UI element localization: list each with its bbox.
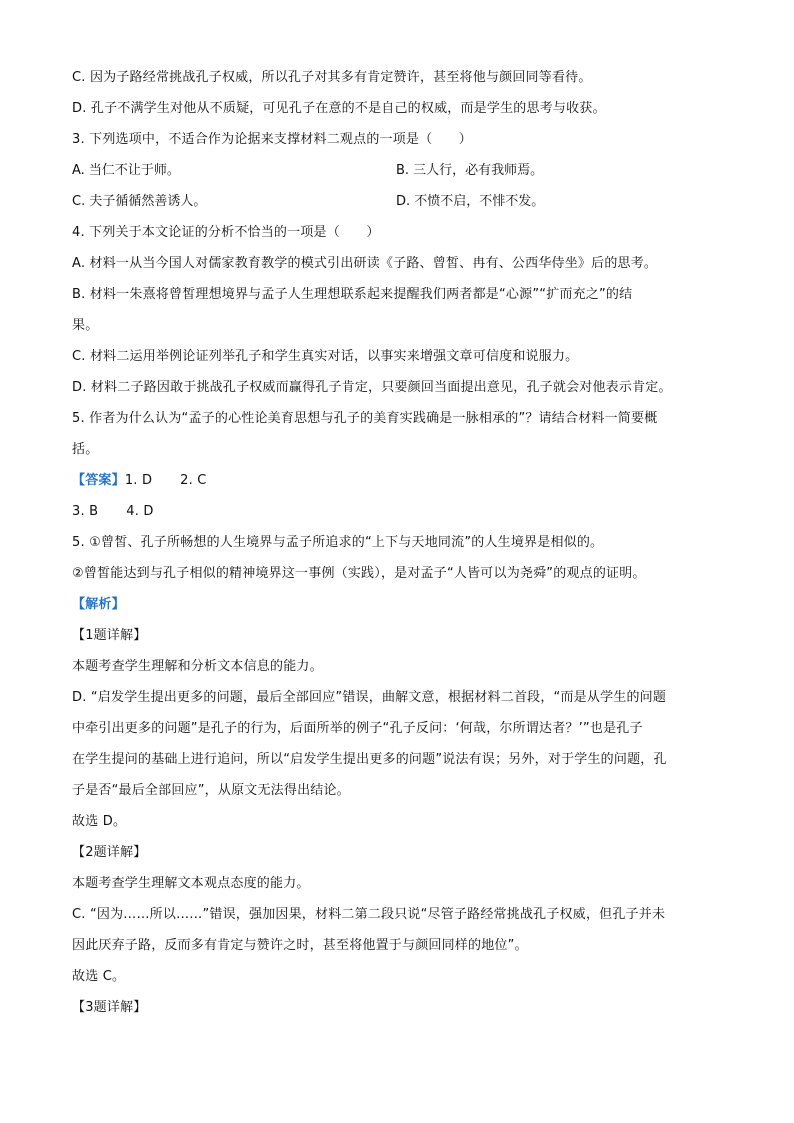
q1-detail-line-2: 中牵引出更多的问题”是孔子的行为，后面所举的例子“孔子反问：‘何哉，尔所谓达者？’”也是孔子 bbox=[72, 721, 643, 736]
q2-choice: 故选 C。 bbox=[72, 969, 126, 984]
q2-detail-intro: 本题考查学生理解文本观点态度的能力。 bbox=[72, 876, 310, 891]
answer-1: 1. D bbox=[124, 473, 153, 488]
q2-detail-line-1: C. “因为……所以……”错误，强加因果，材料二第二段只说“尽管子路经常挑战孔子权威，但孔子并未 bbox=[72, 907, 666, 922]
answer-line-1 bbox=[72, 465, 732, 496]
answer-5-line-2: ②曾皙能达到与孔子相似的精神境界这一事例（实践），是对孟子“人皆可以为尧舜”的观点的证明。 bbox=[72, 566, 646, 581]
q3-option-b: B. 三人行，必有我师焉。 bbox=[396, 163, 544, 178]
answer-line-2 bbox=[72, 496, 732, 527]
q5-stem-line-2: 括。 bbox=[72, 442, 99, 457]
q1-detail-intro: 本题考查学生理解和分析文本信息的能力。 bbox=[72, 659, 323, 674]
q1-detail-line-3: 在学生提问的基础上进行追问，所以“启发学生提出更多的问题”说法有误；另外，对于学生的问题，孔 bbox=[72, 752, 667, 767]
analysis-label: 【解析】 bbox=[72, 597, 125, 612]
q4-option-b-line-2: 果。 bbox=[72, 318, 99, 333]
q3-stem: 3. 下列选项中，不适合作为论据来支撑材料二观点的一项是（ ） bbox=[72, 132, 472, 147]
q4-option-d: D. 材料二子路因敢于挑战孔子权威而赢得孔子肯定，只要颜回当面提出意见，孔子就会对他表示肯定。 bbox=[72, 380, 672, 395]
q5-stem-line-1: 5. 作者为什么认为“孟子的心性论美育思想与孔子的美育实践确是一脉相承的”？请结合材料一简要概 bbox=[72, 411, 658, 426]
q2-detail-title: 【2题详解】 bbox=[72, 845, 147, 860]
q1-detail-line-1: D. “启发学生提出更多的问题，最后全部回应”错误，曲解文意，根据材料二首段，“而是从学生的问题 bbox=[72, 690, 667, 705]
q4-option-b-line-1: B. 材料一朱熹将曾皙理想境界与孟子人生理想联系起来提醒我们两者都是“心源”“扩而充之”的结 bbox=[72, 287, 633, 302]
q3-option-d: D. 不愤不启，不悱不发。 bbox=[396, 194, 545, 209]
answer-label: 【答案】 bbox=[72, 473, 125, 488]
answer-2: 2. C bbox=[180, 473, 207, 488]
q3-option-a: A. 当仁不让于师。 bbox=[72, 163, 180, 178]
q4-option-a: A. 材料一从当今国人对儒家教育教学的模式引出研读《子路、曾皙、冉有、公西华侍坐》后的思考。 bbox=[72, 256, 658, 271]
q4-stem: 4. 下列关于本文论证的分析不恰当的一项是（ ） bbox=[72, 225, 380, 240]
q1-choice: 故选 D。 bbox=[72, 814, 127, 829]
answer-5-line-1: 5. ①曾皙、孔子所畅想的人生境界与孟子所追求的“上下与天地同流”的人生境界是相似的。 bbox=[72, 535, 604, 550]
q3-options-row-1 bbox=[72, 155, 732, 186]
q3-detail-title: 【3题详解】 bbox=[72, 1000, 147, 1015]
q3-option-c: C. 夫子循循然善诱人。 bbox=[72, 194, 207, 209]
q2-detail-line-2: 因此厌弃子路，反而多有肯定与赞许之时，甚至将他置于与颜回同样的地位”。 bbox=[72, 938, 528, 953]
document-page bbox=[72, 62, 732, 1023]
q4-option-c: C. 材料二运用举例论证列举孔子和学生真实对话，以事实来增强文章可信度和说服力。 bbox=[72, 349, 579, 364]
q3-options-row-2 bbox=[72, 186, 732, 217]
answer-3: 3. B bbox=[72, 504, 99, 519]
q1-detail-line-4: 子是否“最后全部回应”，从原文无法得出结论。 bbox=[72, 783, 350, 798]
q2-option-d: D. 孔子不满学生对他从不质疑，可见孔子在意的不是自己的权威，而是学生的思考与收获。 bbox=[72, 101, 606, 116]
q1-detail-title: 【1题详解】 bbox=[72, 628, 147, 643]
answer-4: 4. D bbox=[126, 504, 154, 519]
q2-option-c: C. 因为子路经常挑战孔子权威，所以孔子对其多有肯定赞许，甚至将他与颜回同等看待。 bbox=[72, 70, 592, 85]
